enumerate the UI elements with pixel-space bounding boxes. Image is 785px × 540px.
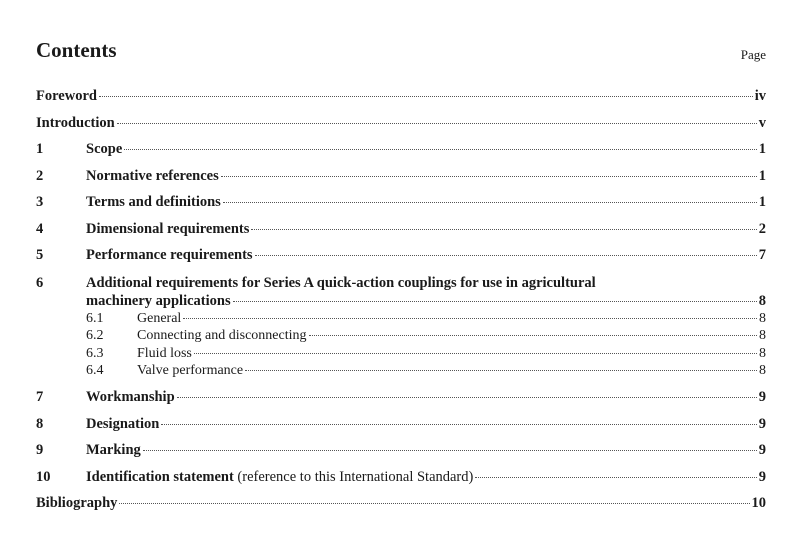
toc-number: 6 (36, 274, 44, 291)
toc-number: 6.1 (86, 310, 104, 326)
leader-dots (223, 202, 757, 203)
toc-page: 2 (758, 220, 766, 237)
toc-entry-6-2[interactable] (36, 327, 766, 345)
toc-number: 6.4 (86, 363, 104, 378)
toc-label: General (137, 310, 182, 326)
toc-page: 1 (758, 167, 766, 184)
toc-entry-introduction[interactable] (36, 115, 766, 132)
leader-dots (99, 96, 753, 97)
toc-page: 9 (758, 468, 766, 485)
toc-label-main: Identification statement (86, 468, 234, 485)
toc-entry-6-3[interactable] (36, 345, 766, 363)
toc-entry-2[interactable] (36, 168, 766, 185)
toc-page: 10 (751, 495, 766, 511)
toc-label-line2-row (86, 292, 766, 310)
toc-label: Marking (86, 442, 141, 458)
toc-entry-6[interactable] (36, 274, 766, 310)
toc-label: Performance requirements (86, 247, 253, 263)
leader-dots (124, 149, 757, 150)
leader-dots (161, 424, 756, 425)
toc-entry-1[interactable] (36, 141, 766, 158)
toc-entry-7[interactable] (36, 389, 766, 406)
page-column-label: Page (740, 47, 766, 62)
toc-label: Workmanship (86, 389, 175, 405)
toc-entry-3[interactable] (36, 194, 766, 211)
leader-dots (177, 397, 757, 398)
toc-label: Terms and definitions (86, 194, 221, 210)
toc-entry-9[interactable] (36, 442, 766, 459)
leader-dots (117, 123, 757, 124)
toc-label: Dimensional requirements (86, 220, 250, 237)
toc-label-line2: machinery applications (86, 292, 231, 309)
toc-label: Fluid loss (137, 345, 192, 361)
toc-page: 9 (758, 389, 766, 405)
toc-page: 8 (759, 363, 766, 378)
toc-number: 6.3 (86, 345, 104, 361)
toc-label: Designation (86, 415, 160, 432)
toc-label: Valve performance (137, 363, 244, 378)
toc-page: 8 (759, 345, 766, 361)
toc-page: iv (754, 88, 766, 104)
leader-dots (194, 353, 757, 354)
toc-label-extra: (reference to this International Standard) (237, 468, 474, 485)
toc-page: 1 (758, 194, 766, 210)
toc-entry-6-body (86, 274, 766, 310)
leader-dots (251, 229, 756, 230)
toc-page: 7 (758, 247, 766, 263)
toc-number: 1 (36, 141, 44, 157)
leader-dots (475, 477, 756, 478)
toc-number: 3 (36, 194, 44, 210)
toc-label-line1: Additional requirements for Series A quick-action couplings for use in agricultural (86, 274, 596, 291)
leader-dots (143, 450, 757, 451)
page-title: Contents (36, 38, 117, 62)
toc-number: 7 (36, 389, 44, 405)
leader-dots (245, 370, 757, 371)
toc-entry-4[interactable] (36, 221, 766, 238)
toc-entry-6-1[interactable] (36, 310, 766, 328)
toc-number: 8 (36, 415, 44, 432)
leader-dots (309, 335, 757, 336)
leader-dots (255, 255, 757, 256)
toc-page: 8 (758, 292, 766, 309)
toc-entry-10[interactable] (36, 469, 766, 486)
toc-entry-foreword[interactable] (36, 88, 766, 105)
leader-dots (119, 503, 749, 504)
toc-number: 5 (36, 247, 44, 263)
toc-entry-6-4[interactable] (36, 362, 766, 380)
leader-dots (233, 301, 757, 302)
toc-page: 8 (759, 310, 766, 326)
toc-page: v (758, 114, 766, 131)
toc-label: Normative references (86, 167, 219, 184)
toc-entry-bibliography[interactable] (36, 495, 766, 512)
toc-number: 4 (36, 220, 44, 237)
toc-label: Scope (86, 141, 123, 157)
toc-entry-5[interactable] (36, 247, 766, 264)
leader-dots (183, 318, 757, 319)
toc-page: 1 (758, 141, 766, 157)
toc-label: Connecting and disconnecting (137, 328, 307, 343)
toc-page: 8 (759, 328, 766, 343)
toc-label: Introduction (36, 114, 115, 131)
toc-page: 9 (758, 442, 766, 458)
leader-dots (221, 176, 757, 177)
toc-label (86, 469, 473, 486)
toc-number: 6.2 (86, 328, 104, 343)
toc-label: Bibliography (36, 495, 118, 511)
toc-entry-8[interactable] (36, 416, 766, 433)
toc-number: 2 (36, 167, 44, 184)
toc-number: 9 (36, 442, 44, 458)
table-of-contents (36, 88, 766, 512)
toc-page: 9 (758, 415, 766, 432)
toc-label: Foreword (36, 88, 97, 104)
toc-number: 10 (36, 468, 51, 485)
